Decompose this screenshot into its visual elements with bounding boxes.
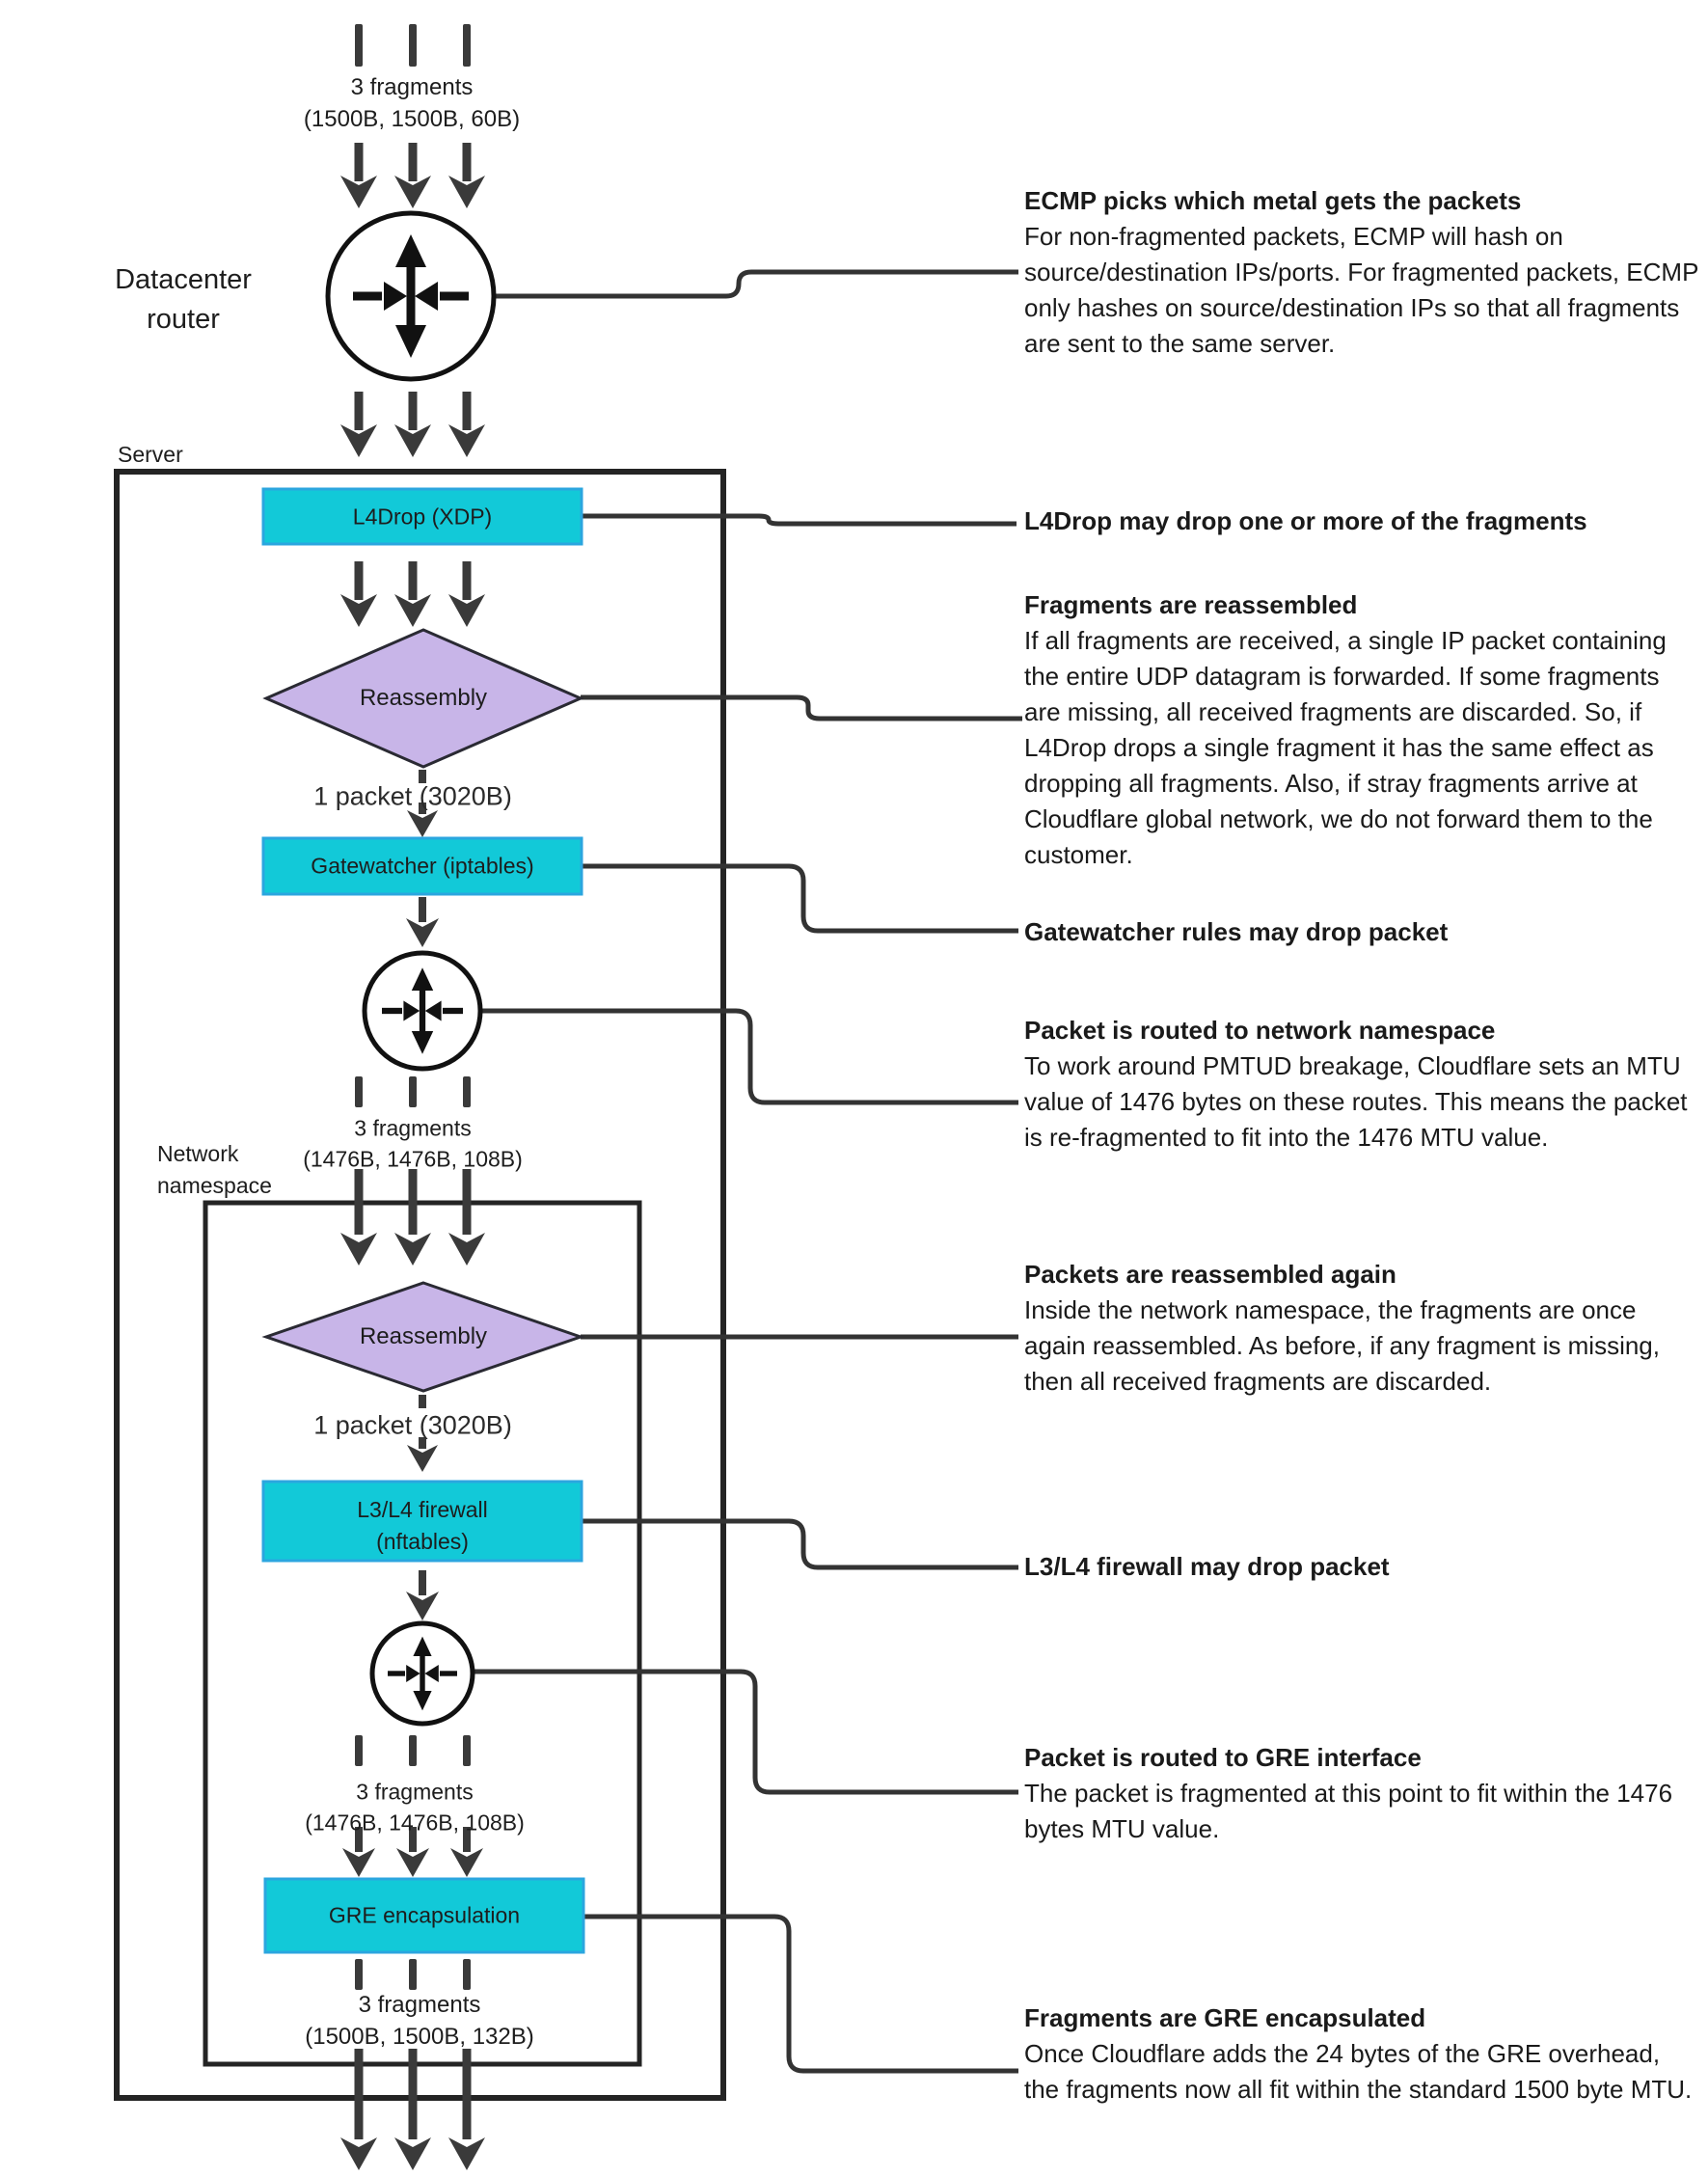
annotation-ecmp	[1024, 183, 1701, 362]
annotation-heading: Packets are reassembled again	[1024, 1260, 1396, 1289]
arrows-into-reassembly1	[340, 561, 485, 627]
annotation-gre-route	[1024, 1740, 1701, 1847]
annotation-body: To work around PMTUD breakage, Cloudflare sets an MTU value of 1476 bytes on these routes. This means the packet is re-fragmented to fit into the 1476 MTU value.	[1024, 1051, 1688, 1152]
fragments-ns-dashes	[355, 1735, 471, 1766]
arrows-into-server	[340, 392, 485, 457]
annotation-body: If all fragments are received, a single IP packet containing the entire UDP datagram is forwarded. If some fragments are missing, all received fragments are discarded. So, if L4Drop drops a single fragment it has the same effect as dropping all fragments. Also, if stray fragments arrive at Cloudflare global network, we do not forward them to the customer.	[1024, 626, 1667, 869]
annotation-heading: Fragments are GRE encapsulated	[1024, 2003, 1426, 2032]
datacenter-router-icon	[328, 213, 494, 379]
network-namespace-line1: Network	[157, 1141, 239, 1166]
fragments-mid-sizes-label: (1476B, 1476B, 108B)	[303, 1146, 523, 1172]
reassembly1-label: Reassembly	[359, 685, 488, 711]
connector-gatewatcher	[583, 866, 1018, 931]
annotation-gatewatcher	[1024, 914, 1701, 950]
arrow-into-l3l4	[407, 1437, 438, 1472]
connector-netns-route	[481, 1011, 1018, 1102]
arrow-into-router3	[406, 1570, 439, 1620]
arrows-into-namespace	[340, 1169, 485, 1265]
fragments-out-count-label: 3 fragments	[358, 1992, 481, 2018]
annotation-heading: Packet is routed to GRE interface	[1024, 1743, 1422, 1772]
connector-gre-route	[473, 1672, 1018, 1792]
fragments-out-dashes	[355, 1959, 471, 1990]
arrows-out-of-server	[340, 2049, 485, 2170]
network-namespace-line2: namespace	[157, 1173, 272, 1198]
annotation-l3l4	[1024, 1549, 1701, 1585]
l3l4-label	[357, 1494, 488, 1558]
annotation-heading: Gatewatcher rules may drop packet	[1024, 917, 1449, 946]
fragments-out-sizes-label: (1500B, 1500B, 132B)	[305, 2024, 534, 2050]
annotation-reassembled	[1024, 587, 1701, 873]
arrows-into-router	[340, 143, 485, 208]
gatewatcher-label: Gatewatcher (iptables)	[311, 853, 534, 879]
server-label: Server	[118, 442, 183, 467]
packet2-stem	[419, 1395, 426, 1408]
annotation-gre-encap	[1024, 2000, 1701, 2108]
annotation-body: Inside the network namespace, the fragments are once again reassembled. As before, if any fragment is missing, then all received fragments are discarded.	[1024, 1295, 1660, 1396]
network-namespace-label	[157, 1138, 272, 1202]
l4drop-label: L4Drop (XDP)	[352, 503, 493, 530]
packet2-label: 1 packet (3020B)	[313, 1410, 512, 1440]
fragments-in-count-label: 3 fragments	[350, 74, 474, 100]
datacenter-router-line1: Datacenter	[115, 264, 252, 295]
l3l4-label-line1: L3/L4 firewall	[357, 1497, 488, 1522]
fragments-ns-sizes-label: (1476B, 1476B, 108B)	[305, 1810, 525, 1836]
annotation-l4drop	[1024, 503, 1701, 539]
annotation-heading: L3/L4 firewall may drop packet	[1024, 1552, 1390, 1581]
fragments-mid-dashes	[355, 1076, 471, 1107]
connector-reassembly1	[581, 697, 1022, 719]
annotation-body: The packet is fragmented at this point to fit within the 1476 bytes MTU value.	[1024, 1779, 1673, 1843]
connector-ecmp	[496, 272, 1018, 296]
annotation-heading: Packet is routed to network namespace	[1024, 1016, 1496, 1045]
fragments-ns-count-label: 3 fragments	[356, 1779, 474, 1805]
datacenter-router-line2: router	[147, 304, 220, 335]
l3l4-label-line2: (nftables)	[376, 1529, 469, 1554]
datacenter-router-label	[115, 260, 252, 340]
annotation-body: Once Cloudflare adds the 24 bytes of the GRE overhead, the fragments now all fit within the standard 1500 byte MTU.	[1024, 2039, 1693, 2104]
annotation-heading: L4Drop may drop one or more of the fragments	[1024, 506, 1587, 535]
annotation-reassembled-again	[1024, 1257, 1701, 1400]
annotation-netns-route	[1024, 1013, 1701, 1156]
packet1-label: 1 packet (3020B)	[313, 781, 512, 811]
connector-l3l4	[582, 1521, 1018, 1567]
annotation-heading: ECMP picks which metal gets the packets	[1024, 186, 1522, 215]
fragments-in-sizes-label: (1500B, 1500B, 60B)	[303, 106, 521, 132]
gre-label: GRE encapsulation	[328, 1902, 521, 1928]
router2-icon	[365, 953, 480, 1069]
router3-icon	[372, 1623, 473, 1724]
fragments-mid-count-label: 3 fragments	[354, 1115, 472, 1141]
annotation-body: For non-fragmented packets, ECMP will hash on source/destination IPs/ports. For fragmented packets, ECMP only hashes on source/destination IPs so that all fragments are sent to the same server.	[1024, 222, 1698, 358]
reassembly2-label: Reassembly	[359, 1323, 488, 1349]
arrow-into-router2	[406, 897, 439, 947]
connector-l4drop	[582, 516, 1017, 524]
connector-gre-encap	[583, 1917, 1018, 2071]
fragments-in-dashes	[355, 24, 471, 67]
annotation-heading: Fragments are reassembled	[1024, 590, 1358, 619]
